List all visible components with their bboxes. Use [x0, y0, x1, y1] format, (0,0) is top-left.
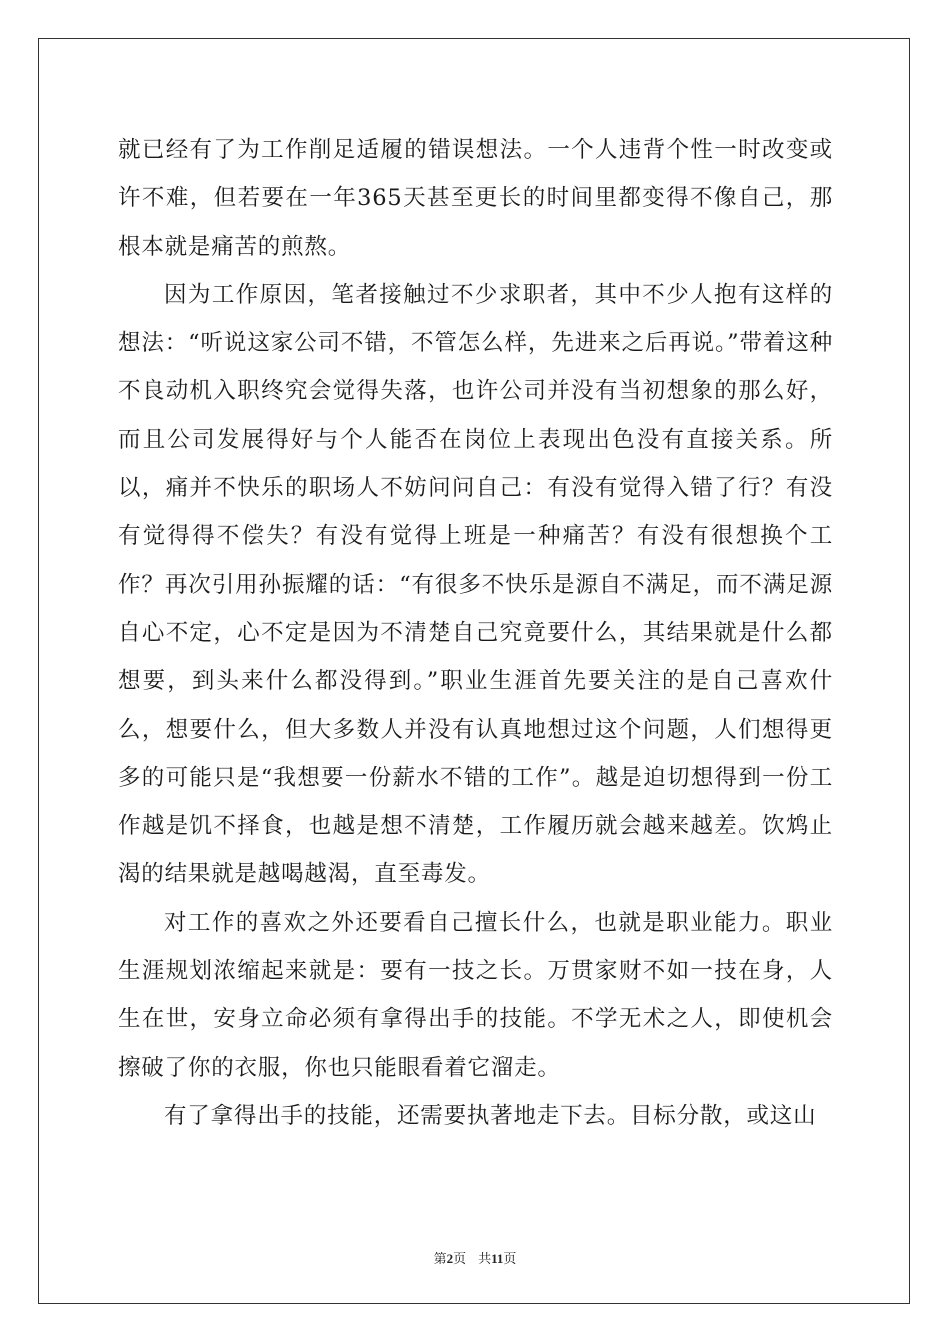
page-prefix: 第	[433, 1252, 447, 1267]
page-footer	[0, 1248, 950, 1267]
document-body	[118, 126, 833, 1140]
total-suffix: 页	[503, 1252, 517, 1267]
paragraph-4: 有了拿得出手的技能，还需要执著地走下去。目标分散，或这山	[164, 1102, 817, 1129]
paragraph-2: 因为工作原因，笔者接触过不少求职者，其中不少人抱有这样的想法：“听说这家公司不错，不管怎么样，先进来之后再说。”带着这种不良动机入职终究会觉得失落，也许公司并没有当初想象的那么好，而且公司发展得好与个人能否在岗位上表现出色没有直接关系。所以，痛并不快乐的职场人不妨问问自己：有没有觉得入错了行？有没有觉得得不偿失？有没有觉得上班是一种痛苦？有没有很想换个工作？再次引用孙振耀的话：“有很多不快乐是源自不满足，而不满足源自心不定，心不定是因为不清楚自己究竟要什么，其结果就是什么都想要，到头来什么都没得到。”职业生涯首先要关注的是自己喜欢什么，想要什么，但大多数人并没有认真地想过这个问题，人们想得更多的可能只是“我想要一份薪水不错的工作”。越是迫切想得到一份工作越是饥不择食，也越是想不清楚，工作履历就会越来越差。饮鸩止渴的结果就是越喝越渴，直至毒发。	[118, 281, 833, 888]
total-pages: 11	[491, 1251, 504, 1266]
page-suffix: 页	[453, 1252, 467, 1267]
page-number: 2	[446, 1251, 454, 1266]
paragraph-1: 就已经有了为工作削足适履的错误想法。一个人违背个性一时改变或许不难，但若要在一年365天甚至更长的时间里都变得不像自己，那根本就是痛苦的煎熬。	[118, 137, 833, 260]
paragraph-3: 对工作的喜欢之外还要看自己擅长什么，也就是职业能力。职业生涯规划浓缩起来就是：要有一技之长。万贯家财不如一技在身，人生在世，安身立命必须有拿得出手的技能。不学无术之人，即使机会擦破了你的衣服，你也只能眼看着它溜走。	[118, 909, 833, 1081]
total-prefix: 共	[478, 1252, 492, 1267]
